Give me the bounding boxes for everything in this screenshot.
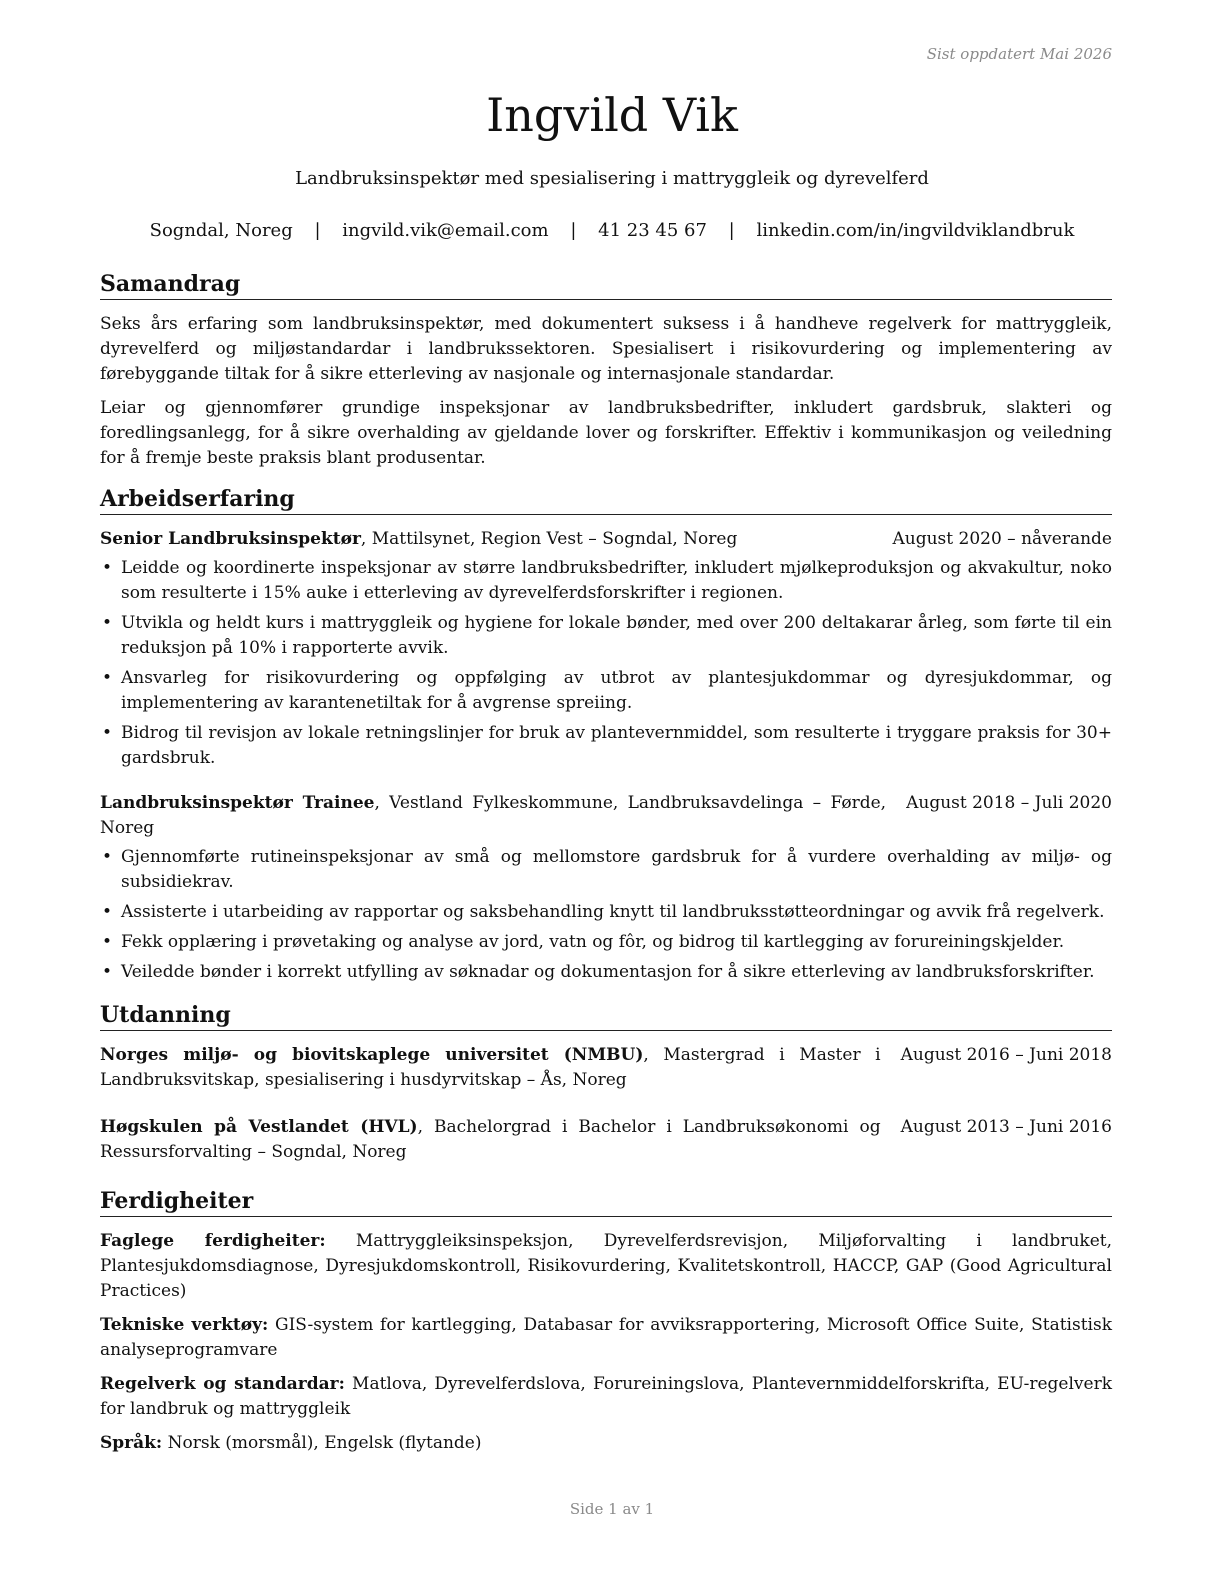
bullet-icon: • — [102, 962, 113, 982]
skill-label: Regelverk og standardar: — [100, 1374, 345, 1394]
bullet-text: Ansvarleg for risikovurdering og oppfølging av utbrot av plantesjukdommar og dyresjukdommar, og implementering av karantenetiltak for å avgrense spreiing. — [121, 668, 1112, 713]
skill-value: Norsk (morsmål), Engelsk (flytande) — [162, 1433, 482, 1453]
education-entry — [100, 1115, 1112, 1165]
job-entry — [100, 791, 1112, 985]
skill-label: Faglege ferdigheiter: — [100, 1231, 326, 1251]
job-org: , Mattilsynet, Region Vest – Sogndal, Noreg — [360, 529, 738, 549]
section-title-skills: Ferdigheiter — [100, 1187, 1112, 1217]
job-dates: August 2018 – Juli 2020 — [906, 793, 1112, 813]
list-item — [100, 930, 1112, 955]
list-item — [100, 666, 1112, 716]
list-item — [100, 721, 1112, 771]
resume-content — [100, 270, 1112, 1465]
bullet-text: Utvikla og heldt kurs i mattryggleik og hygiene for lokale bønder, med over 200 deltakarar årleg, som førte til ein reduksjon på 10% i rapporterte avvik. — [121, 613, 1112, 658]
skill-group — [100, 1229, 1112, 1304]
bullet-text: Leidde og koordinerte inspeksjonar av større landbruksbedrifter, inkludert mjølkeproduksjon og akvakultur, noko som resulterte i 15% auke i etterleving av dyrevelferdsforskrifter i regionen. — [121, 558, 1112, 603]
list-item — [100, 845, 1112, 895]
job-bullets — [100, 556, 1112, 771]
skill-label: Språk: — [100, 1433, 163, 1453]
bullet-icon: • — [102, 932, 113, 952]
skill-value: Mattryggleiksinspeksjon, Dyrevelferdsrevisjon, Miljøforvalting i landbruket, Plantesjukdomsdiagnose, Dyresjukdomskontroll, Risikovurdering, Kvalitetskontroll, HACCP, GAP (Good Agricultural Practices) — [100, 1231, 1112, 1301]
job-org: , Vestland Fylkeskommune, Landbruksavdelinga – Førde, Noreg — [100, 793, 887, 838]
bullet-text: Assisterte i utarbeiding av rapportar og saksbehandling knytt til landbruksstøtteordningar og avvik frå regelverk. — [121, 902, 1105, 922]
summary-paragraph: Seks års erfaring som landbruksinspektør, med dokumentert suksess i å handheve regelverk for mattryggleik, dyrevelferd og miljøstandardar i landbrukssektoren. Spesialisert i risikovurdering og implementering av førebyggande tiltak for å sikre etterleving av nasjonale og internasjonale standardar. — [100, 314, 1112, 384]
list-item — [100, 611, 1112, 661]
bullet-icon: • — [102, 558, 113, 578]
bullet-icon: • — [102, 847, 113, 867]
education-header — [100, 1115, 1112, 1165]
job-dates: August 2020 – nåverande — [892, 529, 1112, 549]
bullet-icon: • — [102, 668, 113, 688]
skill-value: GIS-system for kartlegging, Databasar for avviksrapportering, Microsoft Office Suite, Statistisk analyseprogramvare — [100, 1315, 1112, 1360]
list-item — [100, 900, 1112, 925]
summary-paragraph: Leiar og gjennomfører grundige inspeksjonar av landbruksbedrifter, inkludert gardsbruk, slakteri og foredlingsanlegg, for å sikre overhalding av gjeldande lover og forskrifter. Effektiv i kommunikasjon og veiledning for å fremje beste praksis blant produsentar. — [100, 398, 1112, 468]
school-name: Høgskulen på Vestlandet (HVL) — [100, 1117, 418, 1137]
degree-detail: , Mastergrad i Master i Landbruksvitskap, spesialisering i husdyrvitskap – Ås, Noreg — [100, 1045, 881, 1090]
education-entry — [100, 1043, 1112, 1093]
bullet-text: Gjennomførte rutineinspeksjonar av små og mellomstore gardsbruk for å vurdere overhalding av miljø- og subsidiekrav. — [121, 847, 1112, 892]
skill-value: Matlova, Dyrevelferdslova, Forureiningslova, Plantevernmiddelforskrifta, EU-regelverk for landbruk og mattryggleik — [100, 1374, 1113, 1419]
page-number: Side 1 av 1 — [569, 1500, 655, 1518]
contact-separator: | — [570, 220, 577, 241]
skill-label: Tekniske verktøy: — [100, 1315, 269, 1335]
skill-group — [100, 1372, 1112, 1422]
education-section — [100, 1001, 1112, 1165]
section-title-summary: Samandrag — [100, 270, 1112, 300]
job-entry — [100, 527, 1112, 771]
section-title-experience: Arbeidserfaring — [100, 485, 1112, 515]
last-updated: Sist oppdatert Mai 2026 — [926, 45, 1112, 63]
candidate-name: Ingvild Vik — [486, 88, 738, 142]
summary-section — [100, 270, 1112, 471]
contact-line — [0, 220, 1224, 241]
contact-email[interactable]: ingvild.vik@email.com — [342, 220, 549, 241]
bullet-text: Veiledde bønder i korrekt utfylling av søknadar og dokumentasjon for å sikre etterleving av landbruksforskrifter. — [121, 962, 1095, 982]
job-header — [100, 791, 1112, 841]
bullet-icon: • — [102, 613, 113, 633]
tagline: Landbruksinspektør med spesialisering i mattryggleik og dyrevelferd — [295, 168, 929, 189]
section-title-education: Utdanning — [100, 1001, 1112, 1031]
contact-phone[interactable]: 41 23 45 67 — [598, 220, 707, 241]
skills-section — [100, 1187, 1112, 1456]
job-bullets — [100, 845, 1112, 985]
job-role: Senior Landbruksinspektør — [100, 529, 361, 549]
experience-section — [100, 485, 1112, 985]
job-role: Landbruksinspektør Trainee — [100, 793, 375, 813]
contact-linkedin[interactable]: linkedin.com/in/ingvildviklandbruk — [756, 220, 1075, 241]
skill-group — [100, 1431, 1112, 1456]
education-header — [100, 1043, 1112, 1093]
contact-location: Sogndal, Noreg — [149, 220, 293, 241]
education-dates: August 2016 – Juni 2018 — [900, 1045, 1112, 1065]
list-item — [100, 960, 1112, 985]
contact-separator: | — [314, 220, 321, 241]
bullet-text: Bidrog til revisjon av lokale retningslinjer for bruk av plantevernmiddel, som resulterte i tryggare praksis for 30+ gardsbruk. — [121, 723, 1112, 768]
contact-separator: | — [728, 220, 735, 241]
bullet-icon: • — [102, 723, 113, 743]
job-header — [100, 527, 1112, 552]
education-dates: August 2013 – Juni 2016 — [900, 1117, 1112, 1137]
degree-detail: , Bachelorgrad i Bachelor i Landbruksøkonomi og Ressursforvalting – Sogndal, Noreg — [100, 1117, 881, 1162]
school-name: Norges miljø- og biovitskaplege universitet (NMBU) — [100, 1045, 644, 1065]
skill-group — [100, 1313, 1112, 1363]
bullet-icon: • — [102, 902, 113, 922]
bullet-text: Fekk opplæring i prøvetaking og analyse av jord, vatn og fôr, og bidrog til kartlegging av forureiningskjelder. — [121, 932, 1065, 952]
list-item — [100, 556, 1112, 606]
